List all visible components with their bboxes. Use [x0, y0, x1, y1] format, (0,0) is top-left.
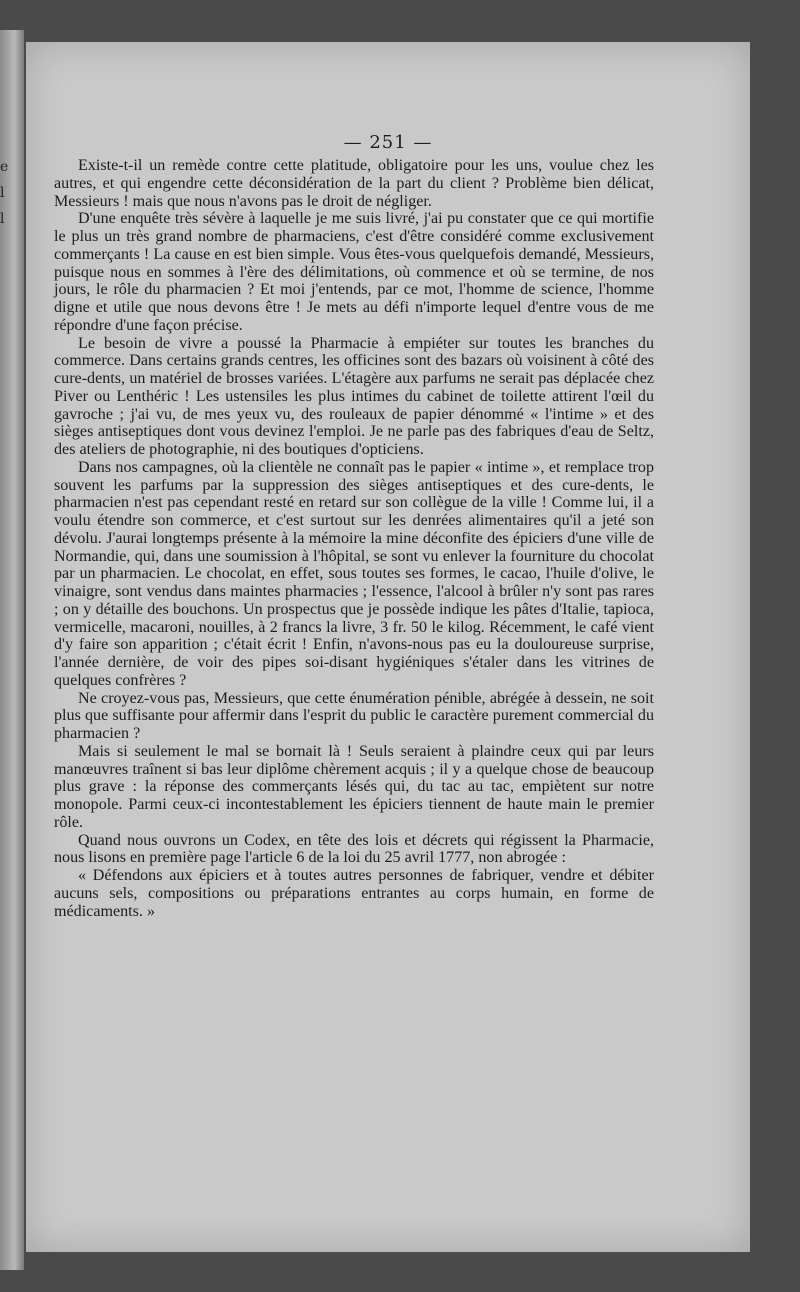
book-page [26, 42, 750, 1252]
paragraph: « Défendons aux épiciers et à toutes autres personnes de fabriquer, vendre et débiter aucuns sels, compositions ou préparations entrantes au corps humain, en forme de médicaments. » [54, 867, 654, 920]
edge-letter: l [0, 212, 5, 226]
paragraph: Ne croyez-vous pas, Messieurs, que cette énumération pénible, abrégée à dessein, ne soit plus que suffisante pour affermir dans l'esprit du public le caractère purement commercial du pharmacien ? [54, 689, 654, 742]
paragraph: D'une enquête très sévère à laquelle je me suis livré, j'ai pu constater que ce qui mortifie le plus un très grand nombre de pharmaciens, c'est d'être considéré comme exclusivement commerçants ! La cause en est bien simple. Vous êtes-vous quelquefois demandé, Messieurs, puisque nous en sommes à l'ère des délimitations, où commence et où se termine, de nos jours, le rôle du pharmacien ? Et moi j'entends, par ce mot, l'homme de science, l'homme digne et utile que nous devons être ! Je mets au défi n'importe lequel d'entre vous de me répondre d'une façon précise. [54, 210, 654, 334]
paragraph: Existe-t-il un remède contre cette platitude, obligatoire pour les uns, voulue chez les autres, et qui engendre cette déconsidération de la part du client ? Problème bien délicat, Messieurs ! mais que nous n'avons pas le droit de négliger. [54, 157, 654, 210]
page-text [54, 157, 654, 920]
paragraph: Dans nos campagnes, où la clientèle ne connaît pas le papier « intime », et remplace trop souvent les parfums par la suppression des sièges antiseptiques et des cure-dents, le pharmacien n'est pas cependant resté en retard sur son collègue de la ville ! Comme lui, il a voulu étendre son commerce, et c'est surtout sur les denrées alimentaires qu'il a jeté son dévolu. J'aurai longtemps présente à la mémoire la mine déconfite des épiciers d'une ville de Normandie, qui, dans une soumission à l'hôpital, se sont vu enlever la fourniture du chocolat par un pharmacien. Le chocolat, en effet, sous toutes ses formes, le cacao, l'huile d'olive, le vinaigre, sont vendus dans maintes pharmacies ; l'essence, l'alcool à brûler n'y sont pas rares ; on y détaille des bouchons. Un prospectus que je possède indique les pâtes d'Italie, tapioca, vermicelle, macaroni, nouilles, à 2 francs la livre, 3 fr. 50 le kilog. Récemment, le café vient d'y faire son apparition ; c'était écrit ! Enfin, n'avons-nous pas eu la douloureuse surprise, l'année dernière, de voir des pipes soi-disant hygiéniques s'étaler dans les vitrines de quelques confrères ? [54, 458, 654, 689]
paragraph: Le besoin de vivre a poussé la Pharmacie à empiéter sur toutes les branches du commerce. Dans certains grands centres, les officines sont des bazars où voisinent à côté des cure-dents, un matériel de brosses variées. L'étagère aux parfums ne serait pas déplacée chez Piver ou Lenthéric ! Les ustensiles les plus intimes du cabinet de toilette attirent l'œil du gavroche ; j'ai vu, de mes yeux vu, des rouleaux de papier dénommé « l'intime » et des sièges antiseptiques dont vous devinez l'emploi. Je ne parle pas des fabriques d'eau de Seltz, des ateliers de photographie, ni des boutiques d'opticiens. [54, 334, 654, 458]
edge-letter: e [0, 160, 8, 174]
paragraph: Mais si seulement le mal se bornait là ! Seuls seraient à plaindre ceux qui par leurs manœuvres traînent si bas leur diplôme chèrement acquis ; il y a quelque chose de beaucoup plus grave : la réponse des commerçants lésés qui, du tac au tac, empiètent sur notre monopole. Parmi ceux-ci incontestablement les épiciers tiennent de haute main le premier rôle. [54, 742, 654, 831]
facing-page-edge [0, 30, 24, 1270]
page-number: — 251 — [343, 132, 433, 153]
paragraph: Quand nous ouvrons un Codex, en tête des lois et décrets qui régissent la Pharmacie, nous lisons en première page l'article 6 de la loi du 25 avril 1777, non abrogée : [54, 831, 654, 867]
edge-letter: l [0, 186, 5, 200]
